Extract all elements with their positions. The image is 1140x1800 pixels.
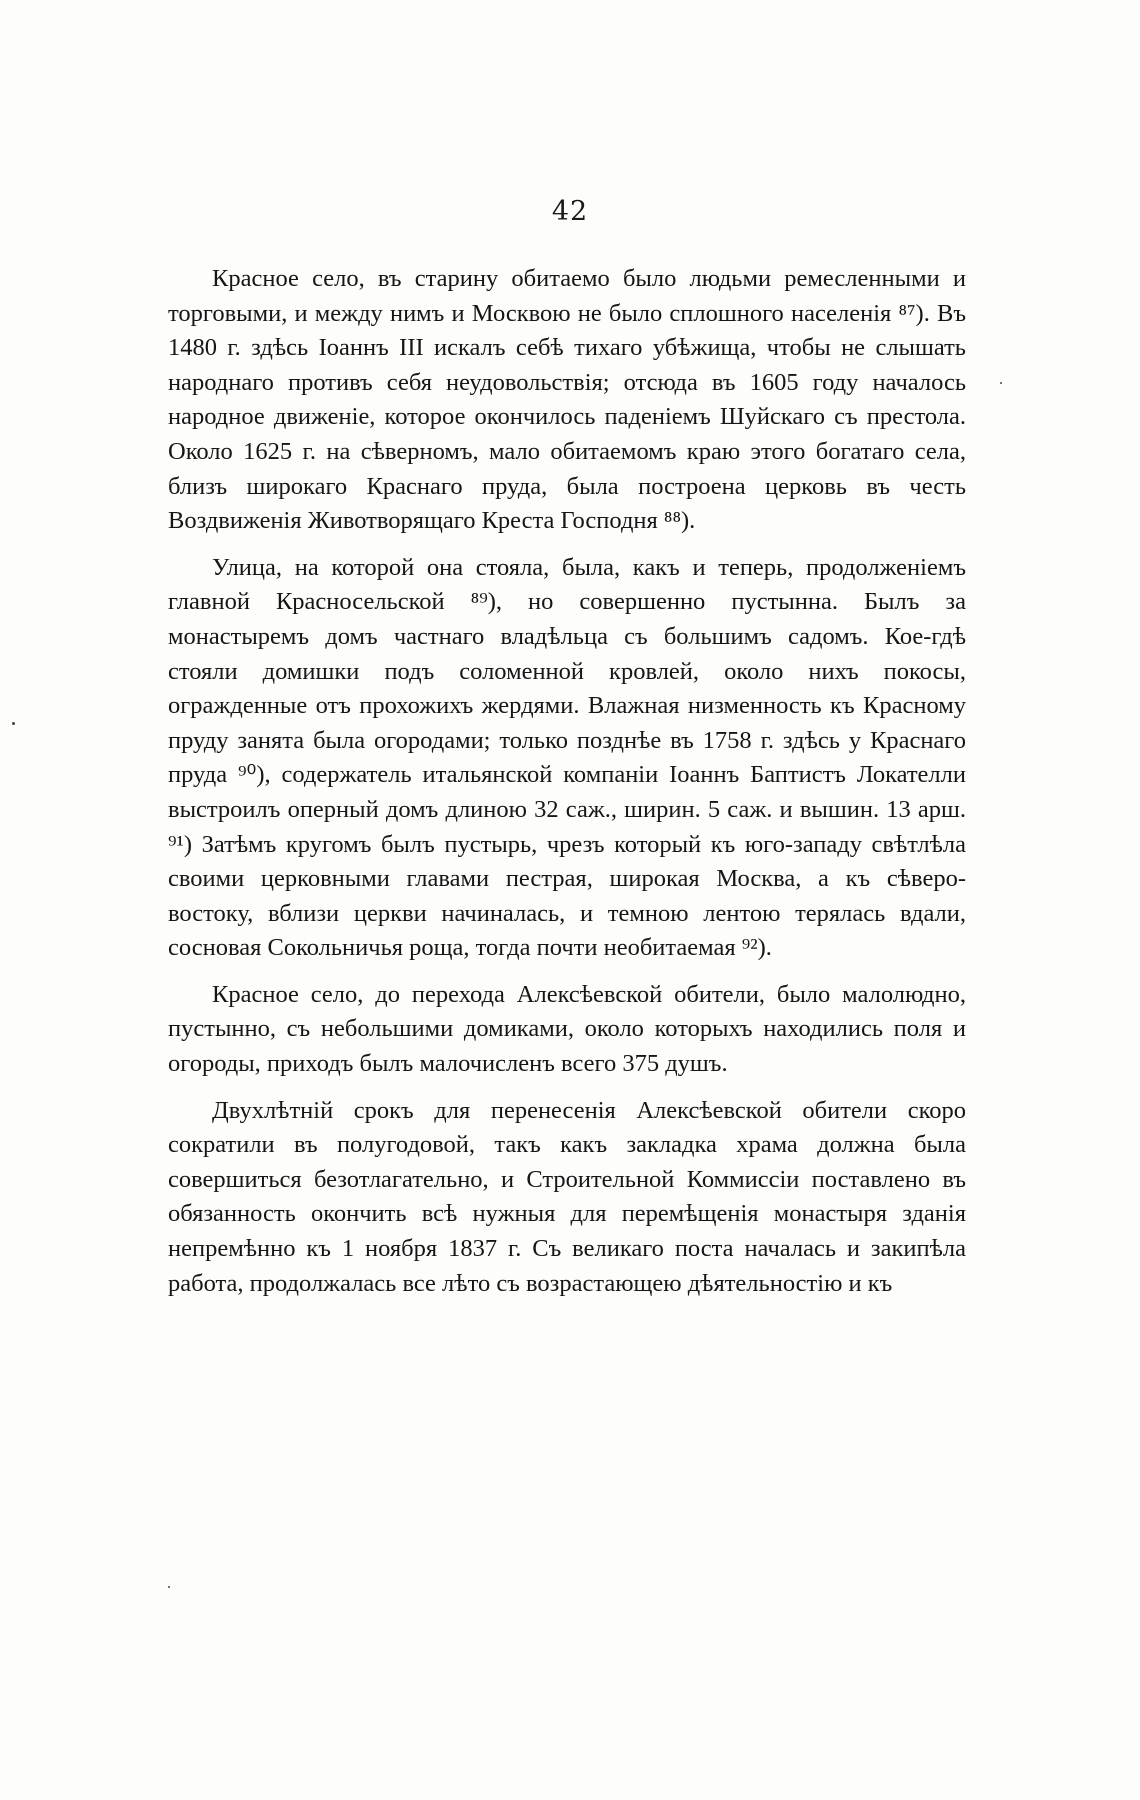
scan-speck <box>168 1586 170 1588</box>
paragraph: Красное село, въ старину обитаемо было людьми ремесленными и торговыми, и между нимъ и Москвою не было сплошного населенія ⁸⁷). Въ 1480 г. здѣсь Іоаннъ III искалъ себѣ тихаго убѣжища, чтобы не слышать народнаго противъ себя неудовольствія; отсюда въ 1605 году началось народное движеніе, которое окончилось паденіемъ Шуйскаго съ престола. Около 1625 г. на сѣверномъ, мало обитаемомъ краю этого богатаго села, близъ широкаго Краснаго пруда, была построена церковь въ честь Воздвиженія Животворящаго Креста Господня ⁸⁸). <box>168 265 966 535</box>
scan-speck <box>12 722 15 725</box>
page-number: 42 <box>551 196 589 227</box>
body-text <box>168 262 966 1313</box>
paragraph: Двухлѣтній срокъ для перенесенія Алексѣевской обители скоро сократили въ полугодовой, такъ какъ закладка храма должна была совершиться безотлагательно, и Строительной Коммиссіи поставлено въ обязанность окончить всѣ нужныя для перемѣщенія монастыря зданія непремѣнно къ 1 ноября 1837 г. Съ великаго поста началась и закипѣла работа, продолжалась все лѣто съ возрастающею дѣятельностію и къ <box>168 1096 966 1297</box>
scan-speck <box>1000 382 1002 384</box>
paragraph: Красное село, до перехода Алексѣевской обители, было малолюдно, пустынно, съ небольшими домиками, около которыхъ находились поля и огороды, приходъ былъ малочисленъ всего 375 душъ. <box>168 980 966 1078</box>
paragraph: Улица, на которой она стояла, была, какъ и теперь, продолженіемъ главной Красносельской ⁸⁹), но совершенно пустынна. Былъ за монастыремъ домъ частнаго владѣльца съ большимъ садомъ. Кое-гдѣ стояли домишки подъ соломенной кровлей, около нихъ покосы, огражденные отъ прохожихъ жердями. Влажная низменность къ Красному пруду занята была огородами; только позднѣе въ 1758 г. здѣсь у Краснаго пруда ⁹⁰), содержатель итальянской компаніи Іоаннъ Баптистъ Локателли выстроилъ оперный домъ длиною 32 саж., ширин. 5 саж. и вышин. 13 арш. ⁹¹) Затѣмъ кругомъ былъ пустырь, чрезъ который къ юго-западу свѣтлѣла своими церковными главами пестрая, широкая Москва, а къ сѣверо-востоку, вблизи церкви начиналась, и темною лентою терялась вдали, сосновая Сокольничья роща, тогда почти необитаемая ⁹²). <box>168 553 966 962</box>
